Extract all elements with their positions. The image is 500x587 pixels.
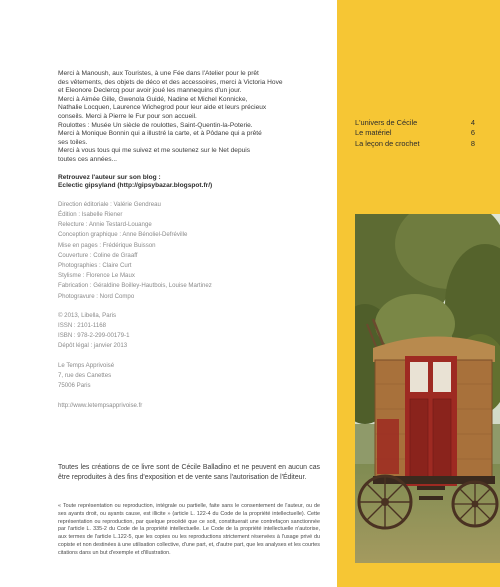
blog-info <box>58 174 320 191</box>
credit-line: Fabrication : Géraldine Boilley-Hautbois, Louise Martinez <box>58 282 212 290</box>
publisher-line: Le Temps Apprivoisé <box>58 361 115 369</box>
thanks-line: Merci à vous tous qui me suivez et me soutenez sur le Net depuis <box>58 147 251 155</box>
publisher-line: 7, rue des Canettes <box>58 371 112 379</box>
toc-page: 6 <box>470 128 475 138</box>
credit-line: Mise en pages : Frédérique Buisson <box>58 241 156 249</box>
thanks-line: Nathalie Locquen, Laurence Wichegrod pour leur aide et leurs précieux <box>58 104 267 112</box>
editorial-credits <box>58 200 320 302</box>
isbn-line: © 2013, Libella, Paris <box>58 311 117 319</box>
credit-line: Photographies : Claire Curt <box>58 261 132 269</box>
isbn-line: ISBN : 978-2-299-00179-1 <box>58 332 130 340</box>
toc-title: La leçon de crochet <box>355 138 420 148</box>
credit-line: Conception graphique : Anne Bénoliel-Defréville <box>58 231 188 239</box>
acknowledgements <box>58 70 320 165</box>
toc-title: Le matériel <box>355 128 392 138</box>
table-of-contents <box>355 118 475 149</box>
thanks-line: Merci à Monique Bonnin qui a illustré la carte, et à Pôdane qui a prêté <box>58 130 262 138</box>
caravan-illustration <box>355 214 500 563</box>
thanks-line: des vêtements, des objets de déco et des accessoires, merci à Victoria Hove <box>58 78 283 86</box>
credit-line: Couverture : Coline de Graaff <box>58 251 138 259</box>
legal-notice: « Toute représentation ou reproduction, intégrale ou partielle, faite sans le consentement de l'auteur, ou de ses ayants droit, ou ayants cause, est illicite » (article L. 122-4 du Code de la propriété intellectuelle). Cette représentation ou reproduction, par quelque procédé que ce soit, constituerait une contrefaçon sanctionnée par l'article L. 335-2 du Code de la propriété intellectuelle. Le Code de la propriété intellectuelle n'autorise, aux termes de l'article L.122-5, que les copies ou les reproductions strictement réservées à l'usage privé du copiste et non destinées à une utilisation collective, d'une part, et, d'autre part, que les analyses et les courtes citations dans un but d'exemple et d'illustration. <box>58 503 320 556</box>
thanks-line: et Eleonore Declercq pour avoir joué les mannequins d'un jour. <box>58 87 242 95</box>
rights-notice: Toutes les créations de ce livre sont de Cécile Balladino et ne peuvent en aucun cas être reproduites à des fins d'exposition et de vente sans l'autorisation de l'Éditeur. <box>58 464 320 481</box>
publisher-website[interactable]: http://www.letempsapprivoise.fr <box>58 402 143 410</box>
thanks-line: ses toiles. <box>58 138 88 146</box>
thanks-line: Roulottes : Musée Un siècle de roulottes, Saint-Quentin-la-Poterie. <box>58 121 253 129</box>
publisher-address <box>58 361 320 392</box>
credit-line: Direction éditoriale : Valérie Gendreau <box>58 200 161 208</box>
isbn-line: Dépôt légal : janvier 2013 <box>58 342 128 350</box>
copyright-isbn <box>58 311 320 352</box>
thanks-line: conseils. Merci à Pierre le Fur pour son accueil. <box>58 112 197 120</box>
thanks-line: toutes ces années... <box>58 155 118 163</box>
credit-line: Relecture : Annie Testard-Louange <box>58 221 152 229</box>
toc-item[interactable] <box>355 118 475 128</box>
thanks-line: Merci à Aimée Gille, Gwenola Guidé, Nadine et Michel Konnicke, <box>58 95 248 103</box>
credit-line: Stylisme : Florence Le Maux <box>58 272 135 280</box>
toc-title: L'univers de Cécile <box>355 118 418 127</box>
credits-column <box>58 70 320 409</box>
credit-line: Édition : Isabelle Riener <box>58 210 123 218</box>
gypsy-caravan-photo <box>355 214 500 563</box>
credit-line: Photogravure : Nord Compo <box>58 292 135 300</box>
isbn-line: ISSN : 2101-1168 <box>58 321 106 329</box>
blog-link[interactable]: Eclectic gipsyland (http://gipsybazar.blogspot.fr/) <box>58 182 213 190</box>
toc-page: 4 <box>470 118 475 127</box>
toc-item[interactable] <box>355 128 475 138</box>
blog-intro: Retrouvez l'auteur sur son blog : <box>58 173 161 181</box>
publisher-line: 75006 Paris <box>58 381 91 389</box>
toc-page: 8 <box>470 138 475 148</box>
toc-item[interactable] <box>355 139 475 149</box>
thanks-line: Merci à Manoush, aux Touristes, à une Fée dans l'Atelier pour le prêt <box>58 70 259 77</box>
